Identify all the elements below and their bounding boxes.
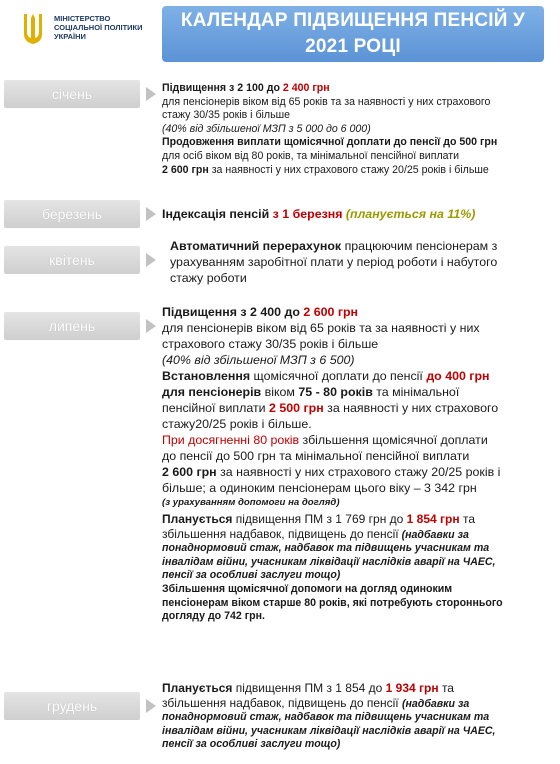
apr-line: працюючим пенсіонерам з: [341, 239, 498, 253]
jul-line: за наявності у них страхового: [323, 401, 499, 415]
jul-amount: до 400 грн: [426, 369, 490, 383]
march-text: [162, 206, 556, 222]
jul-line: (40% від збільшеної МЗП з 6 500): [162, 353, 355, 367]
jul-care: пенсіонерам віком старше 80 років, які потребують стороннього: [162, 596, 503, 609]
jul-line: та мінімальної: [372, 385, 460, 399]
jul-plan: (надбавки за: [398, 528, 469, 541]
header: [0, 0, 560, 68]
jul-plan: та: [459, 512, 475, 526]
april-text: [170, 238, 556, 286]
arrow-right-icon: [146, 207, 156, 221]
jul-plan: пенсії за особливі заслуги тощо): [162, 569, 341, 582]
jul-plan: інвалідам війни, учасникам ліквідації наслідків аварії на ЧАЕС,: [162, 555, 496, 568]
dec-line: понаднормовий стаж, надбавок та підвищень учасникам та: [162, 711, 490, 724]
page-title: [162, 6, 544, 62]
jul-line: Встановлення: [162, 369, 251, 383]
mar-note: (планується на 11%): [342, 207, 476, 221]
jan-line: Підвищення з 2 100 до: [162, 82, 283, 94]
jul-line: за наявності у них страхового стажу 20/25 років і: [216, 465, 501, 479]
jan-amount: 2 600 грн: [162, 163, 209, 176]
jul-plan: понаднормовий стаж, надбавок та підвищень учасникам та: [162, 542, 490, 555]
arrow-right-icon: [146, 87, 156, 101]
month-july: липень: [4, 312, 140, 340]
dec-line: та: [438, 681, 454, 695]
jul-plan: Планується: [162, 512, 233, 526]
january-text: [162, 82, 556, 177]
jan-amount: 2 400 грн: [282, 82, 330, 94]
arrow-right-icon: [146, 253, 156, 267]
dec-line: Планується: [162, 681, 233, 695]
jan-line: для осіб віком від 80 років, та мінімальної пенсійної виплати: [162, 149, 460, 162]
month-december: грудень: [4, 692, 140, 720]
title-line-1: КАЛЕНДАР ПІДВИЩЕННЯ ПЕНСІЙ У: [180, 10, 526, 31]
jan-line: для пенсіонерів віком від 65 років та за наявності у них страхового: [162, 95, 491, 108]
dec-line: інвалідам війни, учасникам ліквідації наслідків аварії на ЧАЕС,: [162, 724, 496, 737]
december-text: [162, 682, 556, 752]
jul-line: збільшення щомісячної доплати: [299, 433, 488, 447]
july-text: [162, 304, 556, 624]
month-march: березень: [4, 200, 140, 228]
jul-line: щомісячної доплати до пенсії: [250, 369, 427, 383]
jul-amount: 2 500 грн: [269, 401, 324, 415]
arrow-right-icon: [146, 699, 156, 713]
jul-line: для пенсіонерів віком від 65 років та за наявності у них: [162, 321, 480, 335]
mar-date: з 1 березня: [272, 207, 343, 221]
jul-line: більше; а одиноким пенсіонерам цього віку – 3 342 грн: [162, 481, 477, 495]
jul-line: віком: [261, 385, 299, 399]
jul-care: догляду до 742 грн.: [162, 610, 265, 623]
mar-text: Індексація пенсій: [162, 207, 273, 221]
jul-amount: 2 600 грн: [162, 465, 217, 479]
jan-line: стажу 30/35 років і більше: [162, 109, 290, 122]
dec-line: (надбавки за: [401, 697, 470, 710]
jul-plan: збільшення надбавок, підвищень до пенсії: [162, 526, 399, 541]
dec-line: підвищення ПМ з 1 854 до: [232, 681, 386, 695]
dec-line: збільшення надбавок, підвищень до пенсії: [162, 695, 402, 710]
jul-line: (з урахуванням допомоги на догляд): [162, 497, 340, 508]
jul-line: пенсійної виплати: [162, 401, 270, 415]
jul-care: Збільшення щомісячної допомоги на догляд одиноким: [162, 582, 453, 595]
dec-amount: 1 934 грн: [385, 681, 439, 695]
jul-line: 75 - 80 років: [298, 385, 373, 399]
jan-line: за наявності у них страхового стажу 20/25 років і більше: [208, 163, 489, 176]
jul-line: страхового стажу 30/35 років і більше: [162, 337, 379, 351]
apr-line: урахуванням заробітної плати у період роботи і набутого: [170, 255, 498, 269]
jul-amount: 2 600 грн: [303, 305, 359, 319]
trident-emblem-icon: [22, 12, 44, 46]
arrow-right-icon: [146, 319, 156, 333]
jul-line: При досягненні 80 років: [162, 433, 300, 447]
jul-line: Підвищення з 2 400 до: [162, 305, 304, 319]
jul-plan: підвищення ПМ з 1 769 грн до: [232, 512, 407, 526]
jan-line: Продовження виплати щомісячної доплати до пенсії до 500 грн: [162, 136, 498, 149]
month-april: квітень: [4, 246, 140, 274]
apr-line: Автоматичний перерахунок: [170, 239, 342, 253]
jul-amount: 1 854 грн: [406, 512, 460, 526]
ministry-name: МІНІСТЕРСТВО СОЦІАЛЬНОЇ ПОЛІТИКИ УКРАЇНИ: [54, 14, 143, 41]
dec-line: пенсії за особливі заслуги тощо): [162, 738, 341, 751]
month-january: січень: [4, 80, 140, 108]
jul-line: до пенсії до 500 грн та мінімальної пенсійної виплати: [162, 449, 470, 463]
jul-line: для пенсіонерів: [162, 385, 262, 399]
apr-line: стажу роботи: [170, 271, 247, 285]
jul-line: стажу20/25 років і більше.: [162, 417, 312, 431]
jan-line: (40% від збільшеної МЗП з 5 000 до 6 000): [162, 122, 371, 135]
title-line-2: 2021 РОЦІ: [305, 36, 401, 57]
